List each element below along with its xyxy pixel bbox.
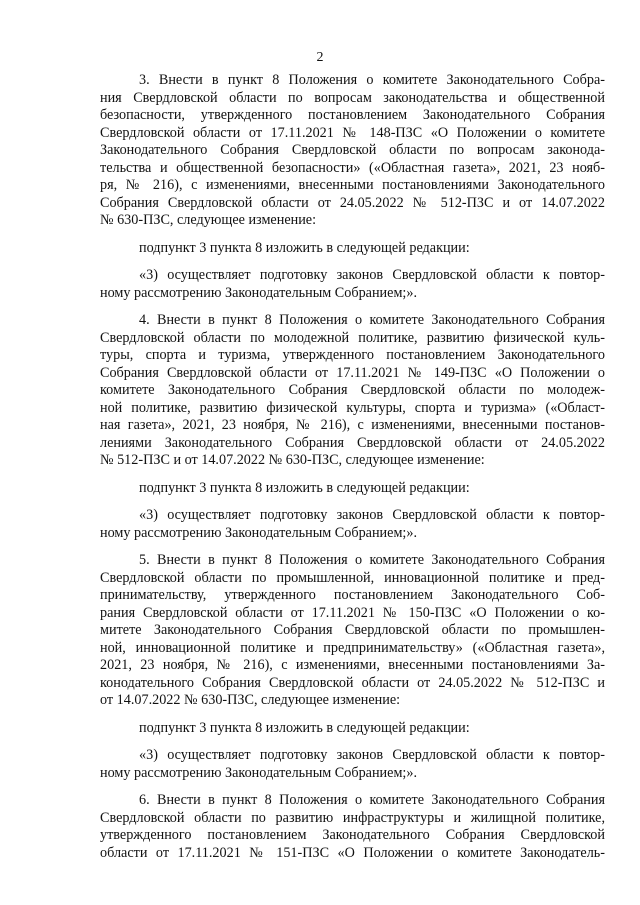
page-number: 2 [316,50,324,65]
text-line: ному рассмотрению Законодательным Собранием;». [100,764,418,781]
text-line: утвержденного постановлением Законодательного Собрания Свердловской [100,827,605,843]
paragraph-p5-quote [100,747,605,782]
text-line: ной политике, развитию физической культуры, спорта и туризма» («Област- [100,399,605,416]
text-line: от 14.07.2022 № 630-ПЗС, следующее изменение: [100,692,401,708]
text-line: 6. Внести в пункт 8 Положения о комитете Законодательного Собрания [139,792,605,808]
text-line: ря, № 216), с изменениями, внесенными постановлениями Законодательного [100,177,605,193]
text-line: тельства и общественной безопасности» («Областная газета», 2021, 23 нояб- [100,159,605,176]
text-line: Свердловской области от 17.11.2021 № 148-ПЗС «О Положении о комитете [100,124,605,141]
text-line: рания Свердловской области от 17.11.2021 № 150-ПЗС «О Положении о ко- [100,604,605,621]
paragraph-p5-sub [100,720,605,738]
text-line: подпункт 3 пункта 8 изложить в следующей редакции: [139,239,470,256]
text-line: комитете Законодательного Собрания Свердловской области по молодеж- [100,382,605,398]
text-line: 4. Внести в пункт 8 Положения о комитете Законодательного Собрания [139,312,605,328]
paragraph-p3 [100,72,605,230]
paragraph-p6 [100,792,605,862]
text-line: митете Законодательного Собрания Свердловской области по промышлен- [100,622,605,638]
paragraph-p3-quote [100,267,605,302]
text-line: туры, спорта и туризма, утвержденного постановлением Законодательного [100,347,605,363]
text-line: Свердловской области по промышленной, инновационной политике и пред- [100,569,605,586]
text-line: ному рассмотрению Законодательным Собранием;». [100,524,418,541]
text-line: 2021, 23 ноября, № 216), с изменениями, внесенными постановлениями За- [100,657,605,673]
text-line: 3. Внести в пункт 8 Положения о комитете Законодательного Собра- [139,72,605,88]
text-line: принимательству, утвержденного постановлением Законодательного Соб- [100,587,605,603]
text-line: Собрания Свердловской области от 17.11.2021 № 149-ПЗС «О Положении о [100,364,605,381]
paragraph-p4-quote [100,507,605,542]
paragraph-p4 [100,312,605,470]
text-line: области от 17.11.2021 № 151-ПЗС «О Положении о комитете Законодатель- [100,844,605,861]
text-line: ной, инновационной политике и предпринимательству» («Областная газета», [100,639,605,656]
text-line: «3) осуществляет подготовку законов Свердловской области к повтор- [139,267,605,283]
paragraph-p5 [100,552,605,710]
text-line: 5. Внести в пункт 8 Положения о комитете Законодательного Собрания [139,552,605,568]
text-line: Свердловской области по развитию инфраструктуры и жилищной политике, [100,809,605,826]
text-line: № 630-ПЗС, следующее изменение: [100,212,317,228]
text-line: ния Свердловской области по вопросам законодательства и общественной [100,89,605,106]
text-line: Свердловской области по молодежной политике, развитию физической куль- [100,329,605,346]
text-line: Собрания Свердловской области от 24.05.2022 № 512-ПЗС и от 14.07.2022 [100,194,605,211]
text-line: ная газета», 2021, 23 ноября, № 216), с изменениями, внесенными постанов- [100,417,605,433]
text-line: № 512-ПЗС и от 14.07.2022 № 630-ПЗС, следующее изменение: [100,452,485,468]
paragraph-p4-sub [100,480,605,498]
text-line: ному рассмотрению Законодательным Собранием;». [100,284,418,301]
text-line: безопасности, утвержденного постановлением Законодательного Собрания [100,107,605,123]
text-line: конодательного Собрания Свердловской области от 24.05.2022 № 512-ПЗС и [100,674,605,691]
text-line: подпункт 3 пункта 8 изложить в следующей редакции: [139,719,470,736]
text-line: «3) осуществляет подготовку законов Свердловской области к повтор- [139,747,605,763]
text-line: Законодательного Собрания Свердловской области по вопросам законода- [100,142,605,158]
text-line: лениями Законодательного Собрания Свердловской области от 24.05.2022 [100,434,605,451]
text-line: подпункт 3 пункта 8 изложить в следующей редакции: [139,479,470,496]
text-line: «3) осуществляет подготовку законов Свердловской области к повтор- [139,507,605,523]
document-body [100,72,605,872]
paragraph-p3-sub [100,240,605,258]
